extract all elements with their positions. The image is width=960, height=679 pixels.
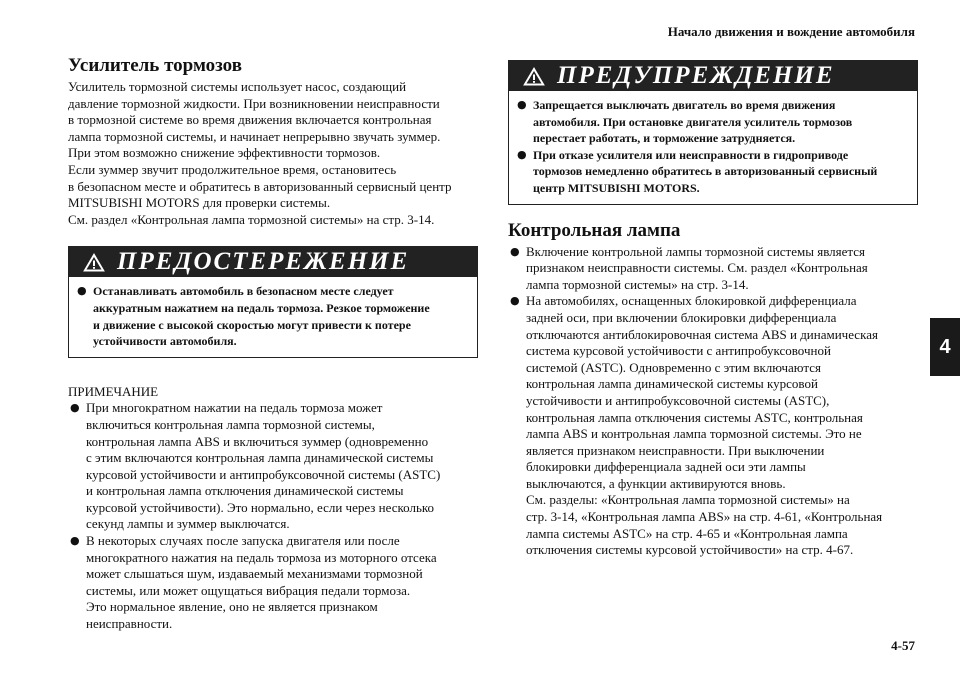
- section-heading-warning-lamp: Контрольная лампа: [508, 219, 681, 241]
- warning-item-text: Запрещается выключать двигатель во время движения автомобиля. При остановке двигателя усилитель тормозов перестает работать, и торможение затрудняется.: [533, 98, 853, 146]
- note-item-text: При многократном нажатии на педаль тормоза может включиться контрольная лампа тормозной системы, контрольная лампа ABS и включиться зуммер (одновременно с этим включаются контрольная лампа динамической системы курсовой устойчивости и антипробуксовочной системы (ASTC) и контрольная лампа отключения динамической системы курсовой устойчивости). Это нормально, если через несколько секунд лампы и зуммер выключатся.: [86, 400, 441, 532]
- note-item-text: В некоторых случаях после запуска двигателя или после многократного нажатия на педаль тормоза из моторного отсека может слышаться шум, издаваемый механизмами тормозной системы, или может ощущаться вибрация педали тормоза. Это нормальное явление, оно не является признаком неисправности.: [86, 533, 437, 632]
- right-column: [508, 60, 918, 559]
- warning-triangle-icon: [523, 67, 545, 86]
- caution-item-text: Останавливать автомобиль в безопасном месте следует аккуратным нажатием на педаль тормоза. Резкое торможение и движение с высокой скоростью могут привести к потере устойчивости автомобиля.: [93, 284, 430, 349]
- caution-title: ПРЕДОСТЕРЕЖЕНИЕ: [117, 248, 410, 276]
- warning-list: [509, 91, 917, 204]
- bullet-icon: ●: [517, 147, 527, 161]
- note-item: [70, 533, 478, 633]
- bullet-icon: ●: [70, 534, 80, 548]
- lamp-list: [508, 244, 918, 559]
- caution-item: [77, 283, 469, 349]
- page-number: 4-57: [891, 638, 915, 653]
- note-item: [70, 400, 478, 533]
- warning-item: [517, 97, 909, 147]
- warning-box: [508, 60, 918, 205]
- note-section: [68, 384, 478, 633]
- lamp-item-text: На автомобилях, оснащенных блокировкой дифференциала задней оси, при включении блокировки дифференциала отключаются антиблокировочная система ABS и динамическая система курсовой устойчивости с антипробуксовочной системой (ASTC). Одновременно с этим включаются контрольная лампа динамической системы курсовой устойчивости и антипробуксовочной системы (ASTC), контрольная лампа отключения системы ASTC, контрольная лампа ABS и контрольная лампа тормозной системы. Это не является признаком неисправности. При выключении блокировки дифференциала задней оси эти лампы выключаются, а функции активируются вновь. См. разделы: «Контрольная лампа тормозной системы» на стр. 3-14, «Контрольная лампа ABS» на стр. 4-61, «Контрольная лампа системы ASTC» на стр. 4-65 и «Контрольная лампа отключения системы курсовой устойчивости» на стр. 4-67.: [526, 293, 883, 558]
- brake-booster-paragraph: Усилитель тормозной системы использует насос, создающий давление тормозной жидкости. При возникновении неисправности в тормозной системе во время движения включается контрольная лампа тормозной системы, и начинает непрерывно звучать зуммер. При этом возможно снижение эффективности тормозов. Если зуммер звучит продолжительное время, остановитесь в безопасном месте и обратитесь в авторизованный сервисный центр MITSUBISHI MOTORS для проверки системы. См. раздел «Контрольная лампа тормозной системы» на стр. 3-14.: [68, 79, 452, 227]
- warning-item-text: При отказе усилителя или неисправности в гидроприводе тормозов немедленно обратитесь в авторизованный сервисный центр MITSUBISHI MOTORS.: [533, 147, 878, 195]
- caution-box: [68, 246, 478, 357]
- warning-title: ПРЕДУПРЕЖДЕНИЕ: [557, 62, 835, 89]
- lamp-item-text: Включение контрольной лампы тормозной системы является признаком неисправности системы. См. раздел «Контрольная лампа тормозной системы» на стр. 3-14.: [526, 243, 868, 292]
- running-header: Начало движения и вождение автомобиля: [667, 24, 915, 39]
- warning-item: [517, 147, 909, 197]
- bullet-icon: ●: [70, 401, 80, 415]
- bullet-icon: ●: [77, 284, 87, 298]
- caution-banner: [69, 247, 477, 277]
- left-column: [68, 55, 478, 633]
- note-list: [68, 400, 478, 632]
- chapter-tab: 4: [930, 318, 960, 376]
- warning-banner: [509, 61, 917, 91]
- bullet-icon: ●: [510, 244, 520, 258]
- bullet-icon: ●: [510, 294, 520, 308]
- caution-list: [69, 277, 477, 356]
- warning-triangle-icon: [83, 253, 105, 272]
- note-heading: ПРИМЕЧАНИЕ: [68, 383, 159, 399]
- bullet-icon: ●: [517, 98, 527, 111]
- lamp-item: [510, 244, 918, 294]
- section-heading-brake-booster: Усилитель тормозов: [68, 55, 242, 76]
- lamp-item: [510, 293, 918, 559]
